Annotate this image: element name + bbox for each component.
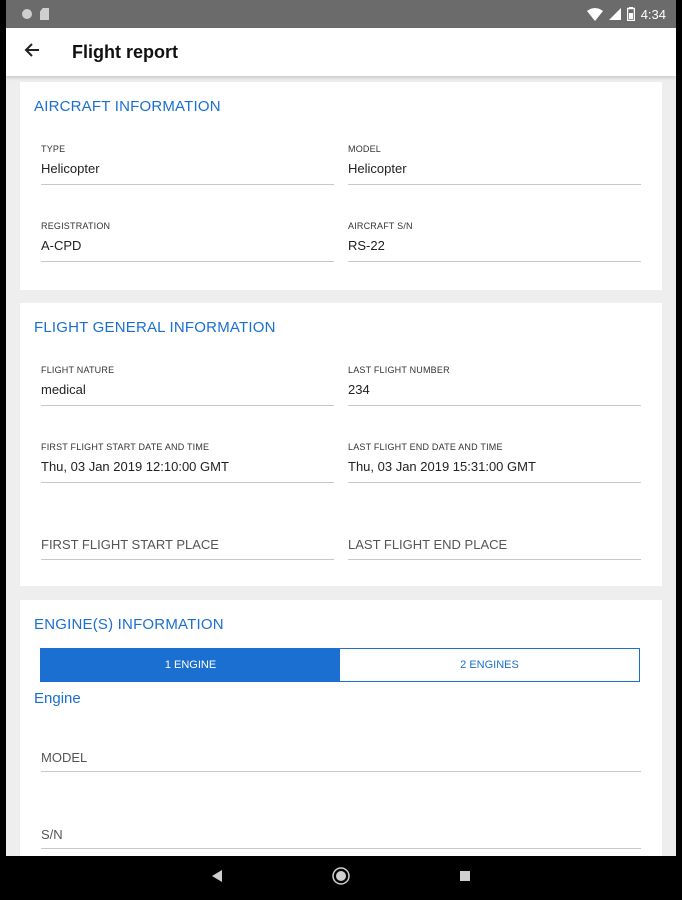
aircraft-registration-value: A-CPD xyxy=(41,238,82,253)
arrow-back-icon xyxy=(24,42,40,63)
engine-serial-placeholder: S/N xyxy=(41,827,63,842)
aircraft-serial-field[interactable] xyxy=(348,221,641,262)
engine-model-placeholder: MODEL xyxy=(41,750,88,765)
aircraft-info-title: AIRCRAFT INFORMATION xyxy=(34,98,221,115)
engine-serial-input[interactable] xyxy=(41,815,641,849)
first-flight-start-label: FIRST FLIGHT START DATE AND TIME xyxy=(41,442,210,452)
nav-back-button[interactable] xyxy=(205,866,229,890)
tab-2-engines[interactable]: 2 ENGINES xyxy=(340,649,639,681)
flight-nature-field[interactable] xyxy=(41,365,334,406)
engine-info-title: ENGINE(S) INFORMATION xyxy=(34,616,224,633)
back-button[interactable] xyxy=(8,28,56,76)
nav-recents-icon xyxy=(459,869,471,887)
last-flight-number-field[interactable] xyxy=(348,365,641,406)
flight-info-card xyxy=(20,303,662,586)
aircraft-registration-field[interactable] xyxy=(41,221,334,262)
flight-info-title: FLIGHT GENERAL INFORMATION xyxy=(34,319,276,336)
flight-nature-value: medical xyxy=(41,382,86,397)
nav-home-button[interactable] xyxy=(329,866,353,890)
aircraft-model-value: Helicopter xyxy=(348,161,407,176)
engine-subheading: Engine xyxy=(34,690,81,707)
first-flight-place-placeholder: FIRST FLIGHT START PLACE xyxy=(41,537,219,552)
aircraft-serial-label: AIRCRAFT S/N xyxy=(348,221,413,231)
battery-icon xyxy=(627,7,635,21)
app-bar xyxy=(6,28,676,76)
page-title: Flight report xyxy=(72,41,178,62)
aircraft-registration-label: REGISTRATION xyxy=(41,221,111,231)
last-flight-place-placeholder: LAST FLIGHT END PLACE xyxy=(348,537,508,552)
nav-home-icon xyxy=(332,867,350,890)
last-flight-end-label: LAST FLIGHT END DATE AND TIME xyxy=(348,442,503,452)
last-flight-number-label: LAST FLIGHT NUMBER xyxy=(348,365,450,375)
first-flight-start-value: Thu, 03 Jan 2019 12:10:00 GMT xyxy=(41,459,229,474)
flight-nature-label: FLIGHT NATURE xyxy=(41,365,115,375)
aircraft-serial-value: RS-22 xyxy=(348,238,385,253)
last-flight-end-value: Thu, 03 Jan 2019 15:31:00 GMT xyxy=(348,459,536,474)
engine-count-toggle xyxy=(40,648,640,682)
last-flight-place-input[interactable] xyxy=(348,529,641,560)
aircraft-type-field[interactable] xyxy=(41,144,334,185)
nav-recents-button[interactable] xyxy=(453,866,477,890)
first-flight-place-input[interactable] xyxy=(41,529,334,560)
aircraft-info-card xyxy=(20,82,662,290)
tab-1-engine[interactable]: 1 ENGINE xyxy=(41,649,340,681)
last-flight-number-value: 234 xyxy=(348,382,370,397)
last-flight-end-field[interactable] xyxy=(348,442,641,483)
wifi-icon xyxy=(587,8,603,21)
aircraft-model-field[interactable] xyxy=(348,144,641,185)
aircraft-model-label: MODEL xyxy=(348,144,382,154)
notification-dot-icon xyxy=(22,9,32,19)
cell-signal-icon xyxy=(609,8,621,20)
nav-back-icon xyxy=(211,869,223,887)
aircraft-type-label: TYPE xyxy=(41,144,66,154)
engine-info-card xyxy=(20,600,662,856)
aircraft-type-value: Helicopter xyxy=(41,161,100,176)
form-scroll-area[interactable] xyxy=(6,76,676,856)
system-nav-bar xyxy=(6,856,676,900)
status-time: 4:34 xyxy=(640,6,666,22)
sd-card-icon xyxy=(40,8,49,20)
status-bar xyxy=(6,0,676,28)
first-flight-start-field[interactable] xyxy=(41,442,334,483)
engine-model-input[interactable] xyxy=(41,740,641,772)
